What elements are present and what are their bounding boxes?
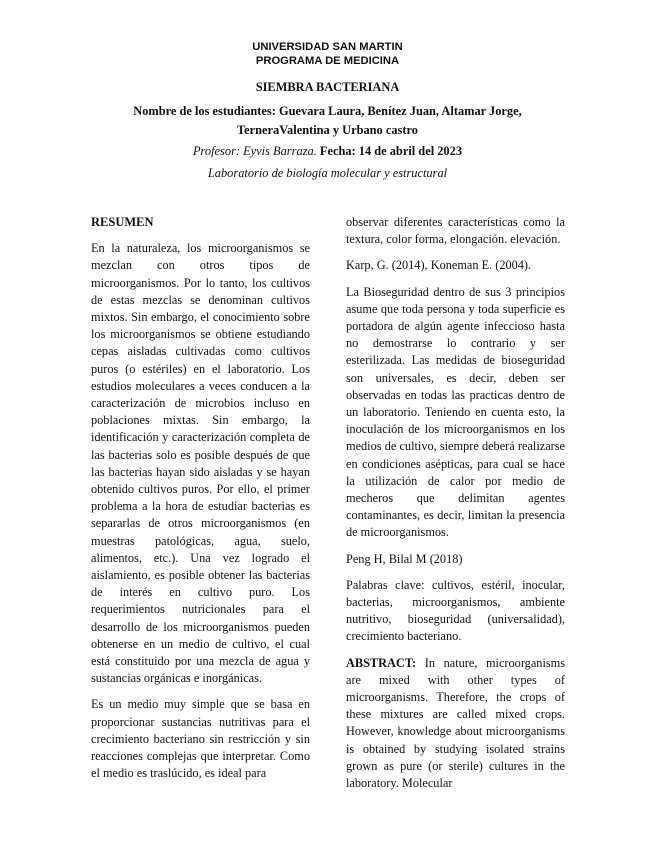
resumen-paragraph-2: Es un medio muy simple que se basa en proporcionar sustancias nutritivas para el crecimiento bacteriano sin restricción y sin reacciones complejas que interpretar. Como el medio es traslúcido, es ideal para bbox=[91, 697, 310, 781]
left-column bbox=[91, 214, 310, 792]
professor-label: Profesor: Eyvis Barraza. bbox=[192, 144, 317, 158]
professor-date-line bbox=[0, 144, 655, 159]
program-name: PROGRAMA DE MEDICINA bbox=[255, 55, 400, 67]
citation-peng: Peng H, Bilal M (2018) bbox=[346, 551, 463, 566]
abstract-text: In nature, microorganisms are mixed with other types of microorganisms. Therefore, the crops of these mixtures are called mixed crops. However, knowledge about microorganisms is obtained by studying isolated strains grown as pure (or sterile) cultures in the laboratory. Molecular bbox=[346, 655, 565, 791]
resumen-heading: RESUMEN bbox=[91, 215, 154, 229]
university-name: UNIVERSIDAD SAN MARTIN bbox=[252, 41, 403, 53]
resumen-paragraph-1: En la naturaleza, los microorganismos se mezclan con otros tipos de microorganismos. Por lo tanto, los cultivos de estas mezclas se denominan cultivos mixtos. Sin embargo, el conocimiento sobre los microorganismos se obtiene estudiando cepas aisladas cultivadas como cultivos puros (o estériles) en el laboratorio. Los estudios moleculares a veces conducen a la caracterización de microbios incluso en poblaciones mixtas. Sin embargo, la identificación y caracterización completa de las bacterias solo es posible después de que las bacterias hayan sido aisladas y se hayan obtenido cultivos puros. Por ello, el primer problema a la hora de estudiar bacterias es separarlas de otros microorganismos (en muestras patológicas, agua, suelo, alimentos, etc.). Una vez logrado el aislamiento, es posible obtener las bacterias de interés en cultivo puro. Los requerimientos nutricionales para el desarrollo de los microorganismos pueden obtenerse en un medio de cultivo, el cual está constituido por una mezcla de agua y sustancias orgánicas e inorgánicas. bbox=[91, 241, 310, 686]
student-names: Nombre de los estudiantes: Guevara Laura, Benítez Juan, Altamar Jorge, TerneraValentina y Urbano castro bbox=[133, 104, 522, 137]
abstract-label: ABSTRACT: bbox=[346, 655, 417, 670]
institution-header bbox=[0, 40, 655, 68]
abstract-paragraph bbox=[346, 655, 565, 793]
document-title: SIEMBRA BACTERIANA bbox=[255, 80, 400, 94]
biosafety-paragraph: La Bioseguridad dentro de sus 3 principios asume que toda persona y toda superficie es portadora de algún agente infeccioso hasta no demostrarse lo contrario y ser esterilizada. Las medidas de bioseguridad son universales, es decir, deben ser observadas en todas las practicas dentro de un laboratorio. Teniendo en cuenta esto, la inoculación de los microorganismos en los medios de cultivo, siempre deberá realizarse en condiciones asépticas, para cual se hace la utilización de calor por medio de mecheros que delimitan agentes contaminantes, es decir, limitan la presencia de microorganismos. bbox=[346, 284, 565, 540]
lab-name: Laboratorio de biología molecular y estructural bbox=[207, 166, 448, 180]
right-paragraph-1: observar diferentes características como la textura, color forma, elongación. elevación. bbox=[346, 215, 565, 247]
keywords-paragraph: Palabras clave: cultivos, estéril, inocular, bacterias, microorganismos, ambiente nutritivo, bioseguridad (universalidad), crecimiento bacteriano. bbox=[346, 577, 565, 644]
citation-karp: Karp, G. (2014), Koneman E. (2004). bbox=[346, 258, 532, 273]
date-label: Fecha: 14 de abril del 2023 bbox=[319, 144, 463, 158]
right-column bbox=[346, 214, 565, 801]
